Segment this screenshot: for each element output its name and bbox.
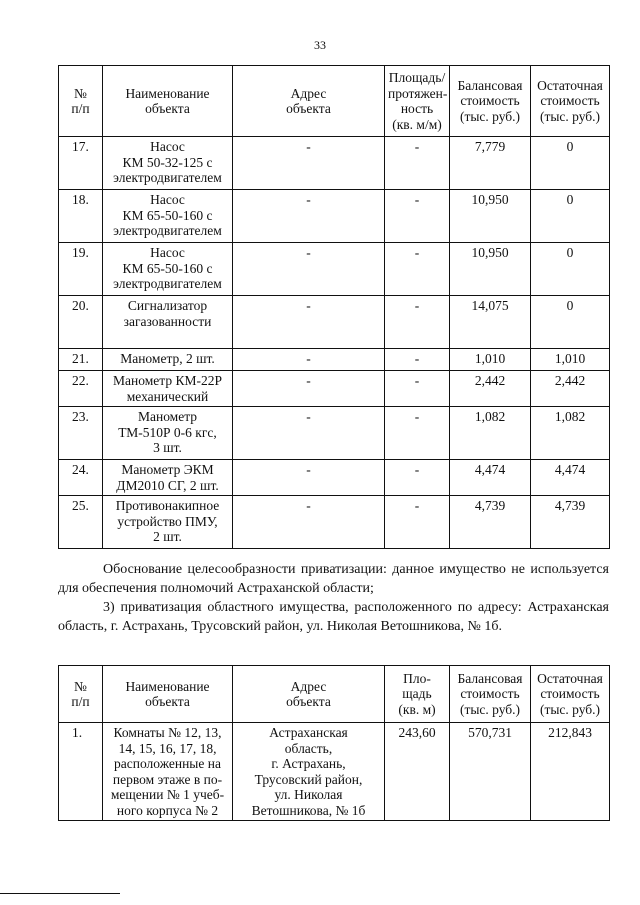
row-residual: 4,474 [531,460,610,496]
row-number: 20. [59,296,103,349]
row-address: - [233,190,385,243]
row-area: - [385,296,450,349]
row-name: Противонакипное устройство ПМУ, 2 шт. [103,496,233,549]
header-area: Площадь/ протяжен- ность (кв. м/м) [385,66,450,137]
privatization-item-paragraph: 3) приватизация областного имущества, расположенного по адресу: Астраханская область, г. Астрахань, Трусовский район, ул. Николая Ветошникова, № 1б. [58,600,609,634]
row-balance: 14,075 [450,296,531,349]
row-name: Сигнализатор загазованности [103,296,233,349]
table-header-row [59,666,610,723]
row-residual: 1,010 [531,349,610,371]
row-area: 243,60 [385,723,450,821]
row-name: Насос КМ 65-50-160 с электродвигателем [103,190,233,243]
header-number: № п/п [59,66,103,137]
footnote-divider [0,893,120,894]
row-address: - [233,349,385,371]
header-number: № п/п [59,666,103,723]
table-row [59,190,610,243]
row-balance: 4,474 [450,460,531,496]
row-address: - [233,371,385,407]
row-address: Астраханская область, г. Астрахань, Трусовский район, ул. Николая Ветошникова, № 1б [233,723,385,821]
row-area: - [385,496,450,549]
table-row [59,407,610,460]
table-row [59,296,610,349]
row-area: - [385,371,450,407]
row-name: Насос КМ 50-32-125 с электродвигателем [103,137,233,190]
page-number: 33 [314,38,326,52]
row-number: 25. [59,496,103,549]
row-number: 19. [59,243,103,296]
header-area: Пло- щадь (кв. м) [385,666,450,723]
row-area: - [385,137,450,190]
row-residual: 0 [531,296,610,349]
row-area: - [385,460,450,496]
row-address: - [233,137,385,190]
row-address: - [233,407,385,460]
header-name: Наименование объекта [103,66,233,137]
row-residual: 0 [531,190,610,243]
row-number: 22. [59,371,103,407]
row-residual: 212,843 [531,723,610,821]
table-row [59,371,610,407]
row-residual: 0 [531,243,610,296]
row-number: 24. [59,460,103,496]
row-balance: 570,731 [450,723,531,821]
body-text [58,560,609,636]
header-name: Наименование объекта [103,666,233,723]
property-table-2 [58,665,610,821]
row-residual: 2,442 [531,371,610,407]
header-address: Адрес объекта [233,66,385,137]
table-row [59,243,610,296]
row-number: 17. [59,137,103,190]
table-row [59,460,610,496]
row-area: - [385,407,450,460]
row-balance: 7,779 [450,137,531,190]
property-table-1 [58,65,610,549]
row-address: - [233,496,385,549]
row-area: - [385,243,450,296]
row-name: Манометр КМ-22Р механический [103,371,233,407]
row-address: - [233,296,385,349]
row-address: - [233,460,385,496]
row-name: Манометр ТМ-510Р 0-6 кгс, 3 шт. [103,407,233,460]
row-number: 1. [59,723,103,821]
row-number: 23. [59,407,103,460]
header-balance-value: Балансовая стоимость (тыс. руб.) [450,666,531,723]
header-residual-value: Остаточная стоимость (тыс. руб.) [531,666,610,723]
row-name: Манометр ЭКМ ДМ2010 СГ, 2 шт. [103,460,233,496]
table-row [59,349,610,371]
row-balance: 10,950 [450,190,531,243]
header-balance-value: Балансовая стоимость (тыс. руб.) [450,66,531,137]
row-residual: 0 [531,137,610,190]
row-number: 18. [59,190,103,243]
row-residual: 4,739 [531,496,610,549]
row-balance: 4,739 [450,496,531,549]
row-balance: 1,010 [450,349,531,371]
row-balance: 10,950 [450,243,531,296]
row-balance: 1,082 [450,407,531,460]
table-row [59,496,610,549]
justification-paragraph: Обоснование целесообразности приватизации: данное имущество не используется для обеспечения полномочий Астраханской области; [58,562,609,596]
table-row [59,137,610,190]
row-residual: 1,082 [531,407,610,460]
row-name: Комнаты № 12, 13, 14, 15, 16, 17, 18, расположенные на первом этаже в по- мещении № 1 учеб- ного корпуса № 2 [103,723,233,821]
row-name: Манометр, 2 шт. [103,349,233,371]
table-row [59,723,610,821]
row-area: - [385,349,450,371]
header-address: Адрес объекта [233,666,385,723]
header-residual-value: Остаточная стоимость (тыс. руб.) [531,66,610,137]
row-address: - [233,243,385,296]
row-balance: 2,442 [450,371,531,407]
table-header-row [59,66,610,137]
row-name: Насос КМ 65-50-160 с электродвигателем [103,243,233,296]
row-number: 21. [59,349,103,371]
row-area: - [385,190,450,243]
